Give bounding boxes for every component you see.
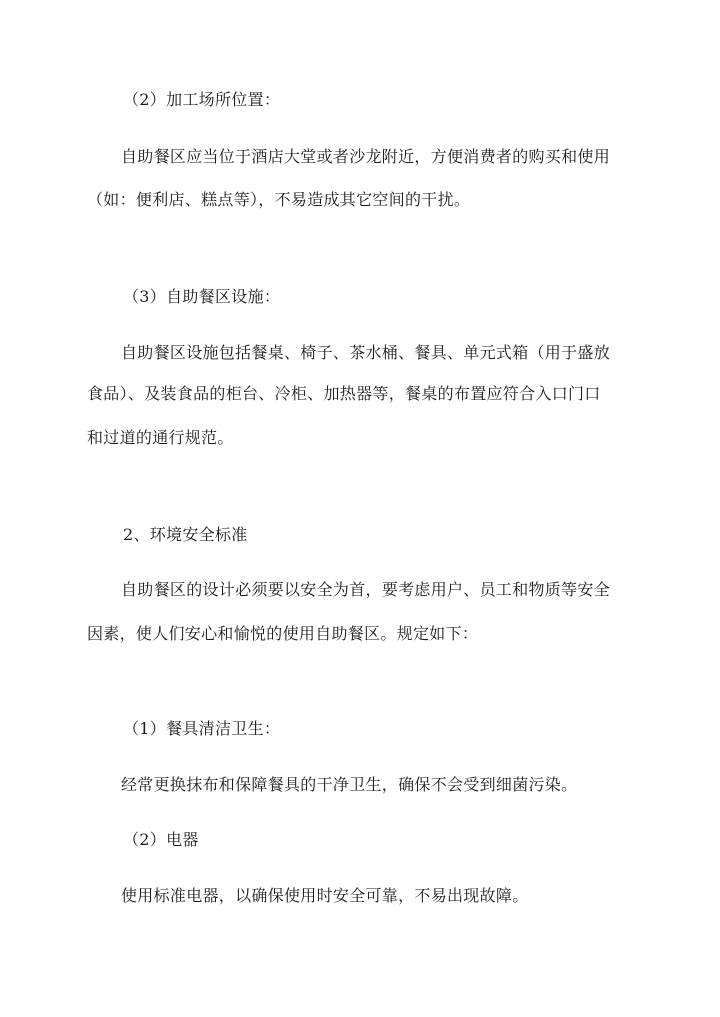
section-heading: 2、环境安全标准: [123, 525, 248, 544]
paragraph-line: 因素，使人们安心和愉悦的使用自助餐区。规定如下：: [87, 624, 479, 643]
paragraph-line: 使用标准电器，以确保使用时安全可靠，不易出现故障。: [121, 886, 529, 905]
paragraph-line: 自助餐区设施包括餐桌、椅子、茶水桶、餐具、单元式箱（用于盛放: [121, 343, 611, 362]
section-heading: （2）电器: [123, 830, 199, 849]
section-heading: （2）加工场所位置：: [123, 90, 281, 109]
section-heading: （1）餐具清洁卫生：: [123, 719, 281, 738]
paragraph-line: （如：便利店、糕点等），不易造成其它空间的干扰。: [87, 190, 471, 209]
paragraph-line: 和过道的通行规范。: [87, 428, 234, 447]
paragraph-line: 自助餐区应当位于酒店大堂或者沙龙附近，方便消费者的购买和使用: [121, 147, 611, 166]
paragraph-line: 食品）、及装食品的柜台、冷柜、加热器等，餐桌的布置应符合入口门口: [87, 384, 601, 403]
paragraph-line: 自助餐区的设计必须要以安全为首，要考虑用户、员工和物质等安全: [121, 580, 611, 599]
section-heading: （3）自助餐区设施：: [123, 287, 281, 306]
paragraph-line: 经常更换抹布和保障餐具的干净卫生，确保不会受到细菌污染。: [121, 775, 578, 794]
